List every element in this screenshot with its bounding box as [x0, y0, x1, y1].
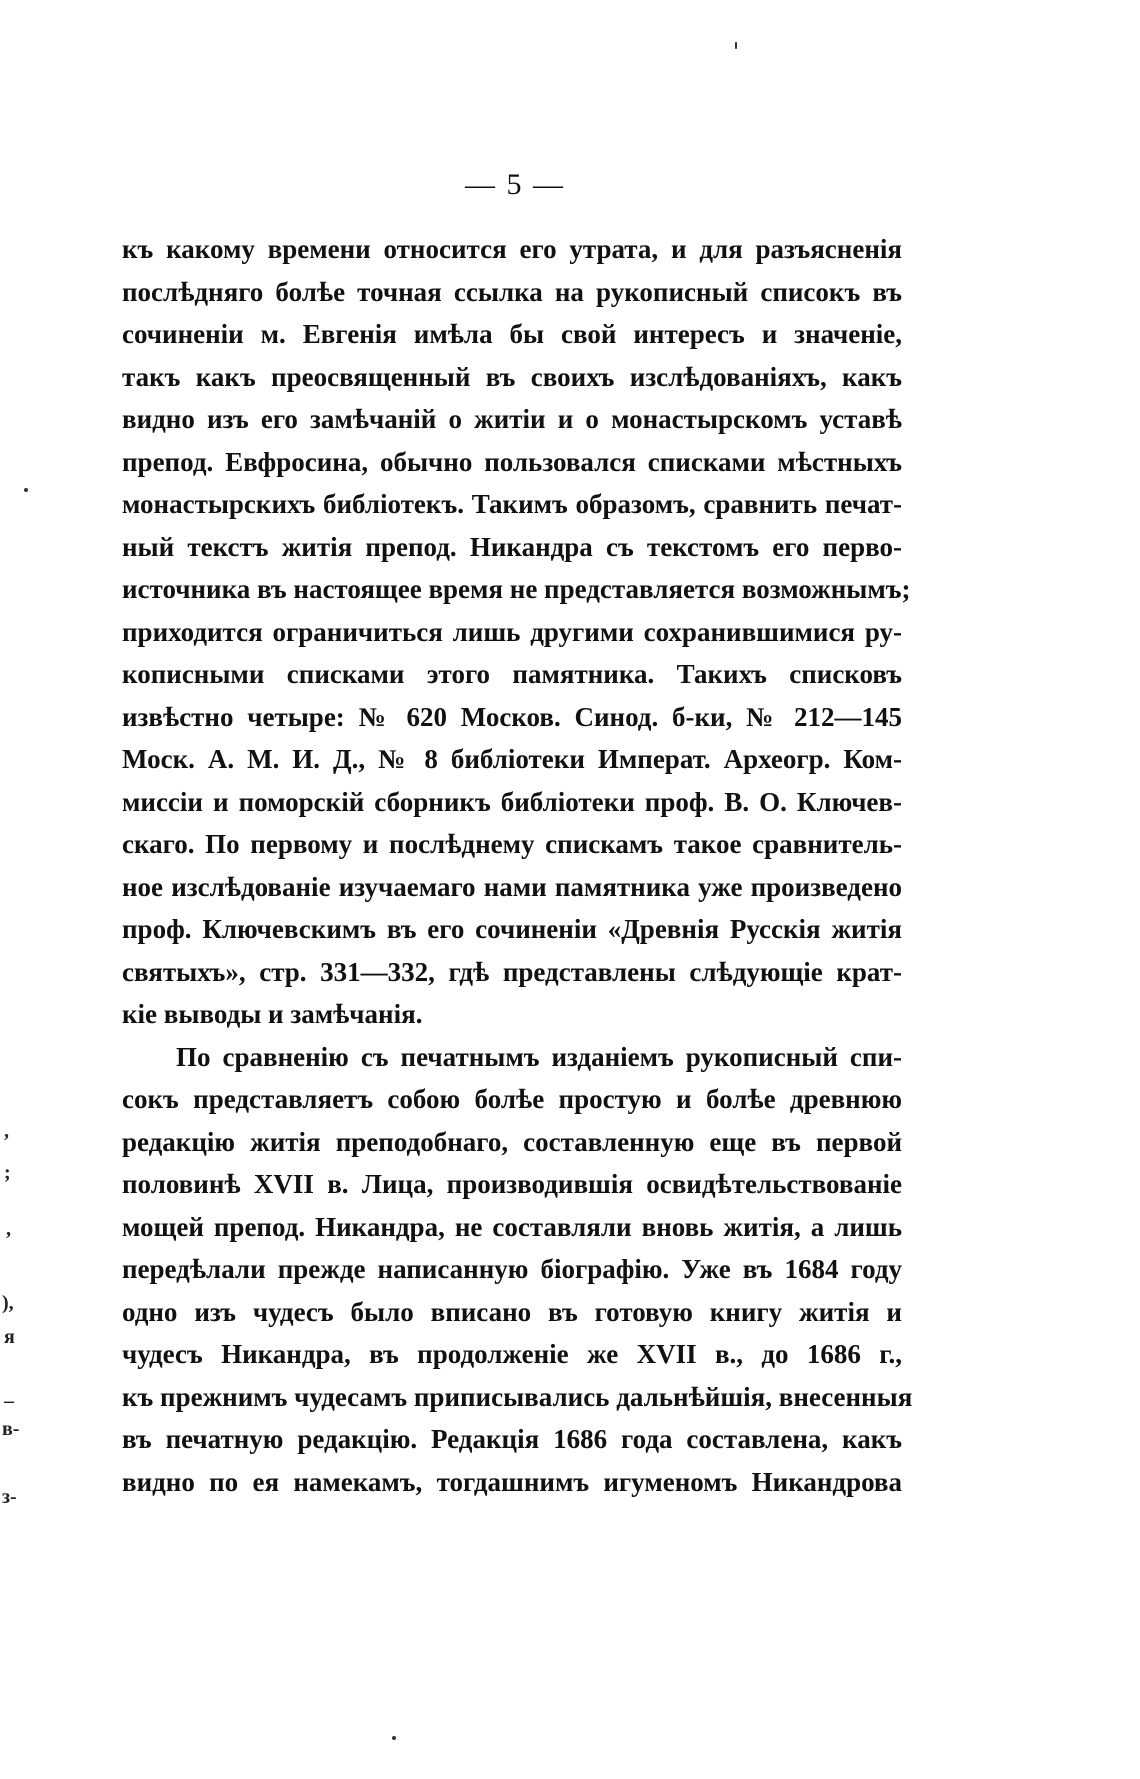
scan-speck: [24, 488, 28, 492]
text-line: чудесъ Никандра, въ продолженіе же XVII в., до 1686 г.,: [122, 1339, 902, 1369]
text-line: видно по ея намекамъ, тогдашнимъ игуменомъ Никандрова: [122, 1466, 902, 1497]
text-line: препод. Евфросина, обычно пользовался списками мѣстныхъ: [122, 446, 902, 477]
text-line: такъ какъ преосвященный въ своихъ изслѣдованіяхъ, какъ: [122, 361, 902, 392]
text-line: По сравненію съ печатнымъ изданіемъ рукописный спи-: [176, 1041, 902, 1072]
margin-mark: –: [4, 1390, 14, 1412]
text-line: ное изслѣдованіе изучаемаго нами памятника уже произведено: [122, 871, 902, 902]
text-line: проф. Ключевскимъ въ его сочиненіи «Древнія Русскія житія: [122, 914, 902, 944]
text-line: передѣлали прежде написанную біографію. Уже въ 1684 году: [122, 1254, 902, 1284]
text-line: въ печатную редакцію. Редакція 1686 года составлена, какъ: [122, 1424, 902, 1454]
text-line: сокъ представляетъ собою болѣе простую и болѣе древнюю: [122, 1084, 902, 1114]
margin-mark: ),: [2, 1292, 14, 1314]
text-line: приходится ограничиться лишь другими сохранившимися ру-: [122, 616, 902, 647]
text-line: святыхъ», стр. 331—332, гдѣ представлены слѣдующіе крат-: [122, 956, 902, 987]
text-line: мощей препод. Никандра, не составляли вновь житія, а лишь: [122, 1211, 902, 1242]
text-line: скаго. По первому и послѣднему спискамъ такое сравнитель-: [122, 829, 902, 859]
text-line: редакцію житія преподобнаго, составленную еще въ первой: [122, 1126, 902, 1157]
text-line: сочиненіи м. Евгенія имѣла бы свой интересъ и значеніе,: [122, 319, 902, 349]
scan-speck: [392, 1736, 396, 1740]
text-line: одно изъ чудесъ было вписано въ готовую книгу житія и: [122, 1296, 902, 1327]
text-line: миссіи и поморскій сборникъ библіотеки проф. В. О. Ключев-: [122, 786, 902, 817]
text-line: источника въ настоящее время не представляется возможнымъ;: [122, 574, 911, 604]
text-line: послѣдняго болѣе точная ссылка на рукописный списокъ въ: [122, 276, 902, 307]
text-line: ный текстъ житія препод. Никандра съ текстомъ его перво-: [122, 531, 902, 562]
text-line: къ какому времени относится его утрата, и для разъясненія: [122, 234, 902, 264]
scan-speck: [735, 42, 737, 49]
margin-mark: я: [4, 1326, 15, 1348]
text-line: видно изъ его замѣчаній о житіи и о монастырскомъ уставѣ: [122, 404, 902, 434]
margin-mark: в-: [2, 1418, 20, 1440]
body-text: [122, 228, 913, 1503]
text-line: Моск. А. М. И. Д., № 8 библіотеки Императ. Археогр. Ком-: [122, 744, 902, 774]
page-number: — 5 —: [465, 168, 565, 201]
text-line: извѣстно четыре: № 620 Москов. Синод. б-ки, № 212—145: [122, 701, 902, 732]
margin-mark: з-: [2, 1486, 17, 1508]
margin-mark: ,: [4, 1120, 9, 1142]
text-line: монастырскихъ библіотекъ. Такимъ образомъ, сравнить печат-: [122, 489, 902, 519]
text-line: кописными списками этого памятника. Такихъ списковъ: [122, 659, 902, 689]
text-line: къ прежнимъ чудесамъ приписывались дальнѣйшія, внесенныя: [122, 1381, 913, 1412]
text-line: кіе выводы и замѣчанія.: [122, 999, 423, 1029]
margin-mark: ,: [6, 1218, 11, 1240]
text-line: половинѣ XVII в. Лица, производившія освидѣтельствованіе: [122, 1169, 902, 1199]
margin-mark: ;: [4, 1162, 11, 1184]
